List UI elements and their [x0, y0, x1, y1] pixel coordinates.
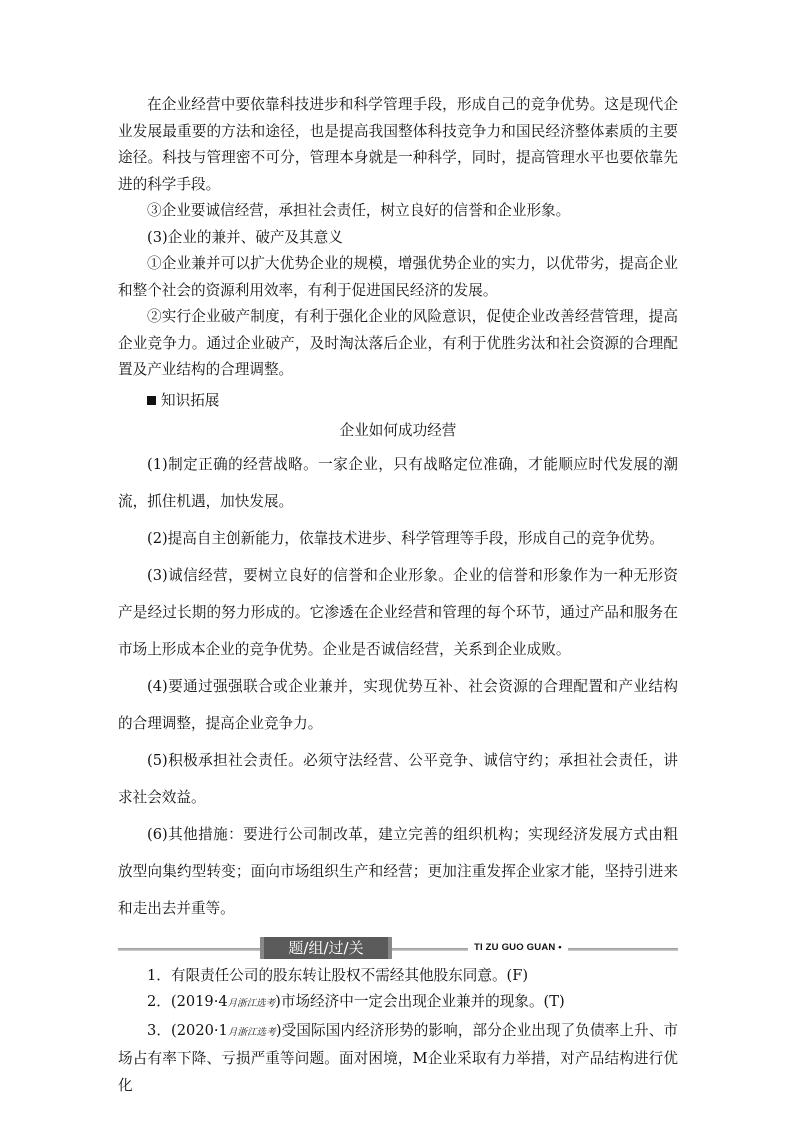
question-2-source: 月浙江选考 — [227, 998, 276, 1009]
measure-4: (4)要通过强强联合或企业兼并，实现优势互补、社会资源的合理配置和产业结构的合理调整，提高企业竞争力。 — [118, 677, 678, 732]
question-1: 1．有限责任公司的股东转让股权不需经其他股东同意。(F) — [147, 966, 529, 984]
measure-5: (5)积极承担社会责任。必须守法经营、公平竞争、诚信守约；承担社会责任，讲求社会效益。 — [118, 751, 678, 806]
subheading-merger-bankruptcy: (3)企业的兼并、破产及其意义 — [147, 228, 343, 246]
banner-label: 题/组/过/关 — [260, 937, 392, 959]
question-3 — [118, 1018, 678, 1100]
paragraph-integrity: ③企业要诚信经营，承担社会责任，树立良好的信誉和企业形象。 — [147, 202, 571, 219]
measure-3: (3)诚信经营，要树立良好的信誉和企业形象。企业的信誉和形象作为一种无形资产是经过长期的努力形成的。它渗透在企业经营和管理的每个环节，通过产品和服务在市场上形成本企业的竞争优势。企业是否诚信经营，关系到企业成败。 — [118, 566, 678, 658]
banner-pinyin: TI ZU GUO GUAN • — [468, 940, 568, 956]
question-3-text: )受国际国内经济形势的影响，部分企业出现了负债率上升、市场占有率下降、亏损严重等问题。面对困境，M企业采取有力举措，对产品结构进行优化 — [118, 1021, 679, 1094]
knowledge-expansion-label: 知识拓展 — [161, 391, 220, 409]
banner-divider — [118, 948, 678, 951]
question-2 — [118, 989, 678, 1018]
question-3-prefix: 3．(2020·1 — [147, 1021, 228, 1039]
document-page — [118, 92, 678, 1099]
exercise-banner — [118, 937, 678, 959]
question-3-source: 月浙江选考 — [227, 1026, 276, 1038]
question-2-prefix: 2．(2019·4 — [147, 993, 228, 1010]
measure-1: (1)制定正确的经营战略。一家企业，只有战略定位准确，才能顺应时代发展的潮流，抓住机遇，加快发展。 — [118, 455, 678, 510]
knowledge-expansion-heading — [147, 388, 678, 414]
paragraph-bankruptcy: ②实行企业破产制度，有利于强化企业的风险意识，促使企业改善经营管理，提高企业竞争力。通过企业破产，及时淘汰落后企业，有利于优胜劣汰和社会资源的合理配置及产业结构的合理调整。 — [118, 308, 678, 378]
section-title: 企业如何成功经营 — [339, 421, 457, 439]
measure-6: (6)其他措施：要进行公司制改革，建立完善的组织机构；实现经济发展方式由粗放型向集约型转变；面向市场组织生产和经营；更加注重发挥企业家才能，坚持引进来和走出去并重等。 — [118, 825, 678, 917]
question-2-text: )市场经济中一定会出现企业兼并的现象。(T) — [275, 993, 565, 1010]
paragraph-merger: ①企业兼并可以扩大优势企业的规模，增强优势企业的实力，以优带劣，提高企业和整个社会的资源利用效率，有利于促进国民经济的发展。 — [118, 255, 678, 299]
measure-2: (2)提高自主创新能力，依靠技术进步、科学管理等手段，形成自己的竞争优势。 — [147, 529, 664, 547]
paragraph-tech-management: 在企业经营中要依靠科技进步和科学管理手段，形成自己的竞争优势。这是现代企业发展最重要的方法和途径，也是提高我国整体科技竞争力和国民经济整体素质的主要途径。科技与管理密不可分，管理本身就是一种科学，同时，提高管理水平也要依靠先进的科学手段。 — [118, 96, 678, 193]
black-square-icon — [147, 396, 156, 405]
